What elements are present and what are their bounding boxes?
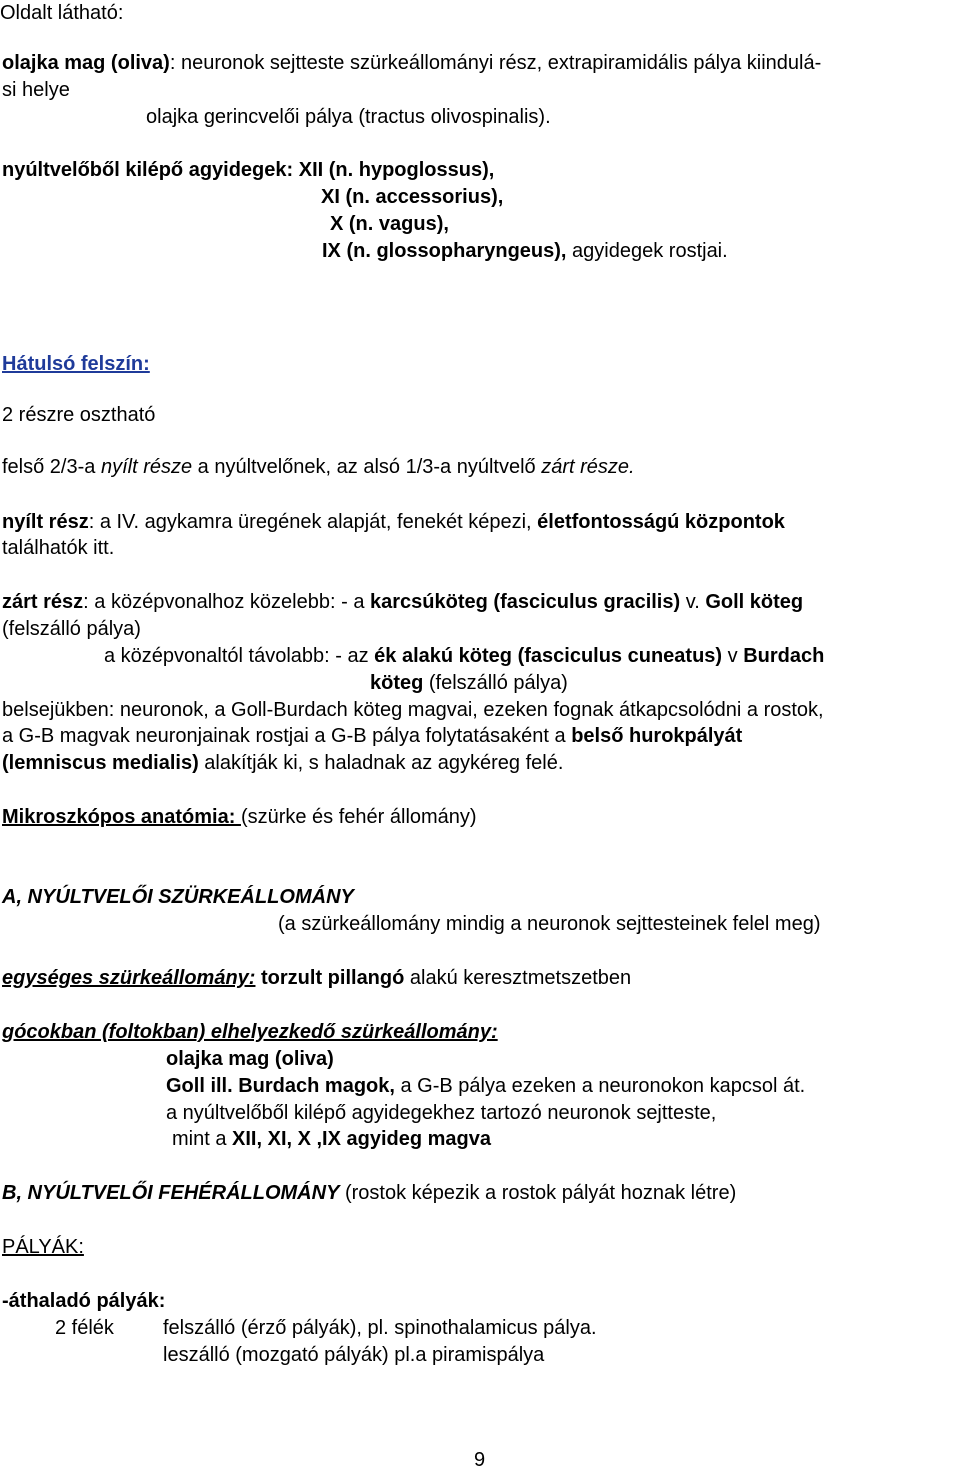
text-line: olajka mag (oliva) [166, 1048, 334, 1070]
text-line [166, 1073, 805, 1099]
term-open: nyílt része [100, 456, 193, 478]
text: : a IV. agykamra üregének alapját, fenekét képezi, [88, 511, 538, 533]
section-heading-side: Oldalt látható: [0, 2, 124, 24]
term-xii: XII (n. hypoglossus), [293, 159, 495, 181]
text-line: felszálló (érző pályák), pl. spinothalamicus pálya. [163, 1317, 597, 1339]
text-line: leszálló (mozgató pályák) pl.a piramispálya [163, 1344, 545, 1366]
text-line: 2 részre osztható [2, 404, 156, 426]
text: agyidegek rostjai. [566, 240, 728, 262]
text-line [2, 1180, 736, 1206]
text-line: -áthaladó pályák: [2, 1290, 166, 1312]
text: (felszálló pálya) [423, 672, 568, 694]
text: (rostok képezik a rostok pályát hoznak létre) [339, 1182, 737, 1204]
text-line [2, 589, 803, 615]
text-line [2, 50, 821, 76]
text-line [2, 509, 785, 535]
text-line: belsejükben: neuronok, a Goll-Burdach köteg magvai, ezeken fognak átkapcsolódni a rostok, [2, 699, 824, 721]
section-heading-micro: Mikroszkópos anatómia: [2, 806, 241, 828]
text-line: (a szürkeállomány mindig a neuronok sejttesteinek felel meg) [278, 913, 821, 935]
term-ix: IX (n. glossopharyngeus), [322, 240, 567, 262]
text-line [104, 643, 824, 669]
term-closed-part: zárt rész [2, 591, 84, 613]
term-gracilis: karcsúköteg (fasciculus gracilis) [370, 591, 681, 613]
term-goll-burdach: Goll ill. Burdach magok, [166, 1075, 395, 1097]
term-uniform-gray: egységes szürkeállomány: [2, 967, 256, 989]
term-nerve-nuclei: XII, XI, X ,IX agyideg magva [232, 1128, 492, 1150]
term-goll: Goll köteg [705, 591, 804, 613]
text: (szürke és fehér állomány) [240, 806, 477, 828]
text-line [2, 750, 563, 776]
page-number: 9 [474, 1449, 486, 1471]
text-line [2, 454, 635, 480]
text-line: si helye [2, 79, 70, 101]
text-line [370, 670, 568, 696]
term-koteg: köteg [370, 672, 424, 694]
section-heading-posterior: Hátulsó felszín: [2, 353, 150, 375]
term-vital-centers: életfontosságú központok [537, 511, 785, 533]
text: mint a [172, 1128, 233, 1150]
text: alakítják ki, s haladnak az agykéreg felé. [198, 752, 564, 774]
term-open-part: nyílt rész [2, 511, 89, 533]
text: alakú keresztmetszetben [404, 967, 632, 989]
text-line [2, 965, 631, 991]
text: : neuronok sejtteste szürkeállományi rész, extrapiramidális pálya kiindulá- [169, 52, 822, 74]
text-line: X (n. vagus), [330, 213, 449, 235]
text: v. [680, 591, 706, 613]
text: a G-B pálya ezeken a neuronokon kapcsol át. [394, 1075, 806, 1097]
section-heading-white-matter: B, NYÚLTVELŐI FEHÉRÁLLOMÁNY [2, 1182, 340, 1204]
text-line [2, 804, 477, 830]
text-line [2, 157, 494, 183]
text-line: olajka gerincvelői pálya (tractus olivospinalis). [146, 106, 551, 128]
text-line: (felszálló pálya) [2, 618, 141, 640]
term-butterfly: torzult pillangó [255, 967, 405, 989]
text-line: a nyúltvelőből kilépő agyidegekhez tartozó neuronok sejtteste, [166, 1102, 717, 1124]
term-lemniscus: belső hurokpályát [571, 725, 743, 747]
text-line: 2 félék [55, 1317, 114, 1339]
text: v [722, 645, 744, 667]
text-line [172, 1126, 491, 1152]
text-line [322, 238, 728, 264]
term-burdach: Burdach [743, 645, 825, 667]
section-heading-gray-matter: A, NYÚLTVELŐI SZÜRKEÁLLOMÁNY [2, 886, 354, 908]
term-nuclear-gray: gócokban (foltokban) elhelyezkedő szürkeállomány: [2, 1021, 498, 1043]
text: felső 2/3-a [2, 456, 101, 478]
text: : a középvonalhoz közelebb: - a [83, 591, 371, 613]
text-line: XI (n. accessorius), [321, 186, 504, 208]
text: a G-B magvak neuronjainak rostjai a G-B pálya folytatásaként a [2, 725, 572, 747]
text: a nyúltvelőnek, az alsó 1/3-a nyúltvelő [192, 456, 542, 478]
text-line [2, 723, 742, 749]
term-cranial-nerves: nyúltvelőből kilépő agyidegek: [2, 159, 294, 181]
text-line: találhatók itt. [2, 537, 115, 559]
text: a középvonaltól távolabb: - az [104, 645, 375, 667]
section-heading-tracts: PÁLYÁK: [2, 1236, 84, 1258]
term-cuneatus: ék alakú köteg (fasciculus cuneatus) [374, 645, 723, 667]
term-closed: zárt része. [541, 456, 635, 478]
term-oliva: olajka mag (oliva) [2, 52, 170, 74]
term-lemniscus-medialis: (lemniscus medialis) [2, 752, 199, 774]
